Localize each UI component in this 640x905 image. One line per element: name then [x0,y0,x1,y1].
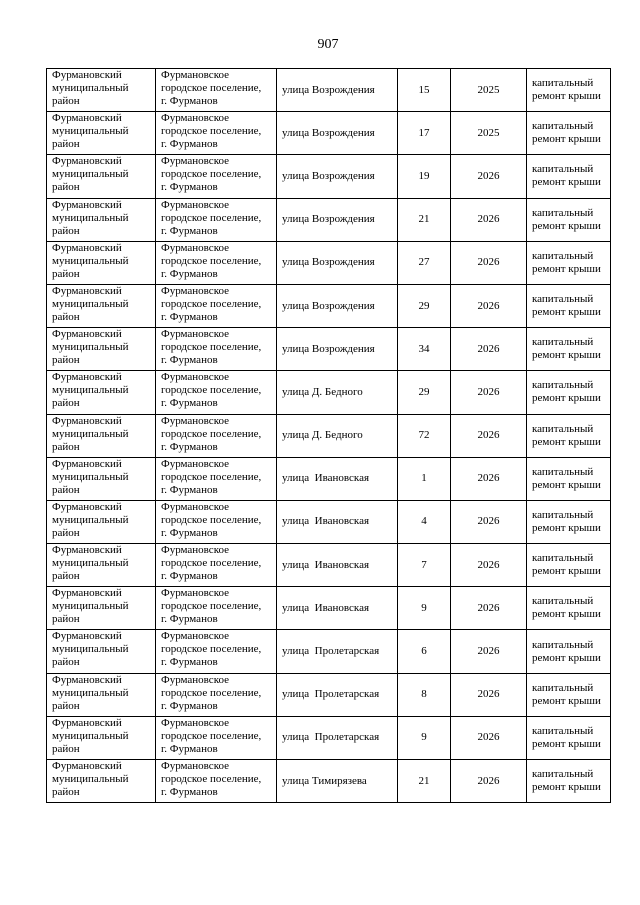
year-cell: 2026 [451,716,527,759]
street-cell: улица Д. Бедного [277,414,398,457]
work-type-cell: капитальный ремонт крыши [527,544,611,587]
district-cell: Фурмановский муниципальный район [47,500,156,543]
settlement-cell: Фурмановское городское поселение, г. Фурманов [156,673,277,716]
work-type-cell: капитальный ремонт крыши [527,587,611,630]
table-row [47,544,611,587]
work-type-cell: капитальный ремонт крыши [527,414,611,457]
table-row [47,500,611,543]
year-cell: 2026 [451,241,527,284]
table-row [47,241,611,284]
table-row [47,673,611,716]
district-cell: Фурмановский муниципальный район [47,155,156,198]
street-cell: улица Тимирязева [277,760,398,803]
district-cell: Фурмановский муниципальный район [47,112,156,155]
house-number-cell: 21 [398,198,451,241]
year-cell: 2025 [451,69,527,112]
settlement-cell: Фурмановское городское поселение, г. Фурманов [156,457,277,500]
settlement-cell: Фурмановское городское поселение, г. Фурманов [156,587,277,630]
street-cell: улица Возрождения [277,198,398,241]
work-type-cell: капитальный ремонт крыши [527,112,611,155]
street-cell: улица Пролетарская [277,630,398,673]
table-row [47,630,611,673]
repair-schedule-table [46,68,611,803]
house-number-cell: 72 [398,414,451,457]
district-cell: Фурмановский муниципальный район [47,673,156,716]
work-type-cell: капитальный ремонт крыши [527,630,611,673]
settlement-cell: Фурмановское городское поселение, г. Фурманов [156,69,277,112]
work-type-cell: капитальный ремонт крыши [527,673,611,716]
street-cell: улица Возрождения [277,241,398,284]
house-number-cell: 34 [398,328,451,371]
street-cell: улица Ивановская [277,587,398,630]
district-cell: Фурмановский муниципальный район [47,716,156,759]
house-number-cell: 8 [398,673,451,716]
settlement-cell: Фурмановское городское поселение, г. Фурманов [156,760,277,803]
district-cell: Фурмановский муниципальный район [47,457,156,500]
table-row [47,198,611,241]
house-number-cell: 4 [398,500,451,543]
house-number-cell: 15 [398,69,451,112]
settlement-cell: Фурмановское городское поселение, г. Фурманов [156,414,277,457]
year-cell: 2026 [451,284,527,327]
settlement-cell: Фурмановское городское поселение, г. Фурманов [156,716,277,759]
work-type-cell: капитальный ремонт крыши [527,69,611,112]
year-cell: 2026 [451,630,527,673]
district-cell: Фурмановский муниципальный район [47,587,156,630]
street-cell: улица Пролетарская [277,716,398,759]
house-number-cell: 21 [398,760,451,803]
year-cell: 2026 [451,587,527,630]
table-row [47,371,611,414]
district-cell: Фурмановский муниципальный район [47,630,156,673]
table-row [47,760,611,803]
settlement-cell: Фурмановское городское поселение, г. Фурманов [156,544,277,587]
table-row [47,457,611,500]
table-row [47,112,611,155]
street-cell: улица Возрождения [277,112,398,155]
house-number-cell: 9 [398,587,451,630]
year-cell: 2026 [451,673,527,716]
street-cell: улица Д. Бедного [277,371,398,414]
house-number-cell: 7 [398,544,451,587]
district-cell: Фурмановский муниципальный район [47,371,156,414]
district-cell: Фурмановский муниципальный район [47,69,156,112]
year-cell: 2026 [451,328,527,371]
work-type-cell: капитальный ремонт крыши [527,760,611,803]
street-cell: улица Возрождения [277,284,398,327]
work-type-cell: капитальный ремонт крыши [527,241,611,284]
year-cell: 2026 [451,544,527,587]
house-number-cell: 29 [398,371,451,414]
house-number-cell: 1 [398,457,451,500]
street-cell: улица Пролетарская [277,673,398,716]
settlement-cell: Фурмановское городское поселение, г. Фурманов [156,198,277,241]
street-cell: улица Ивановская [277,457,398,500]
work-type-cell: капитальный ремонт крыши [527,284,611,327]
house-number-cell: 17 [398,112,451,155]
house-number-cell: 6 [398,630,451,673]
work-type-cell: капитальный ремонт крыши [527,198,611,241]
year-cell: 2026 [451,414,527,457]
street-cell: улица Возрождения [277,69,398,112]
street-cell: улица Ивановская [277,500,398,543]
district-cell: Фурмановский муниципальный район [47,241,156,284]
year-cell: 2026 [451,500,527,543]
table-body [47,69,611,803]
settlement-cell: Фурмановское городское поселение, г. Фурманов [156,241,277,284]
district-cell: Фурмановский муниципальный район [47,198,156,241]
year-cell: 2026 [451,155,527,198]
page-number: 907 [317,37,339,52]
district-cell: Фурмановский муниципальный район [47,760,156,803]
year-cell: 2026 [451,371,527,414]
settlement-cell: Фурмановское городское поселение, г. Фурманов [156,328,277,371]
table-row [47,69,611,112]
settlement-cell: Фурмановское городское поселение, г. Фурманов [156,112,277,155]
settlement-cell: Фурмановское городское поселение, г. Фурманов [156,155,277,198]
work-type-cell: капитальный ремонт крыши [527,716,611,759]
settlement-cell: Фурмановское городское поселение, г. Фурманов [156,284,277,327]
house-number-cell: 9 [398,716,451,759]
street-cell: улица Возрождения [277,155,398,198]
house-number-cell: 29 [398,284,451,327]
table-row [47,414,611,457]
table-row [47,284,611,327]
district-cell: Фурмановский муниципальный район [47,414,156,457]
work-type-cell: капитальный ремонт крыши [527,500,611,543]
table-row [47,587,611,630]
year-cell: 2026 [451,760,527,803]
settlement-cell: Фурмановское городское поселение, г. Фурманов [156,371,277,414]
settlement-cell: Фурмановское городское поселение, г. Фурманов [156,500,277,543]
work-type-cell: капитальный ремонт крыши [527,457,611,500]
work-type-cell: капитальный ремонт крыши [527,371,611,414]
district-cell: Фурмановский муниципальный район [47,544,156,587]
house-number-cell: 19 [398,155,451,198]
table-row [47,155,611,198]
table-row [47,716,611,759]
year-cell: 2026 [451,198,527,241]
work-type-cell: капитальный ремонт крыши [527,328,611,371]
street-cell: улица Возрождения [277,328,398,371]
year-cell: 2026 [451,457,527,500]
street-cell: улица Ивановская [277,544,398,587]
year-cell: 2025 [451,112,527,155]
work-type-cell: капитальный ремонт крыши [527,155,611,198]
district-cell: Фурмановский муниципальный район [47,328,156,371]
district-cell: Фурмановский муниципальный район [47,284,156,327]
settlement-cell: Фурмановское городское поселение, г. Фурманов [156,630,277,673]
table-row [47,328,611,371]
house-number-cell: 27 [398,241,451,284]
